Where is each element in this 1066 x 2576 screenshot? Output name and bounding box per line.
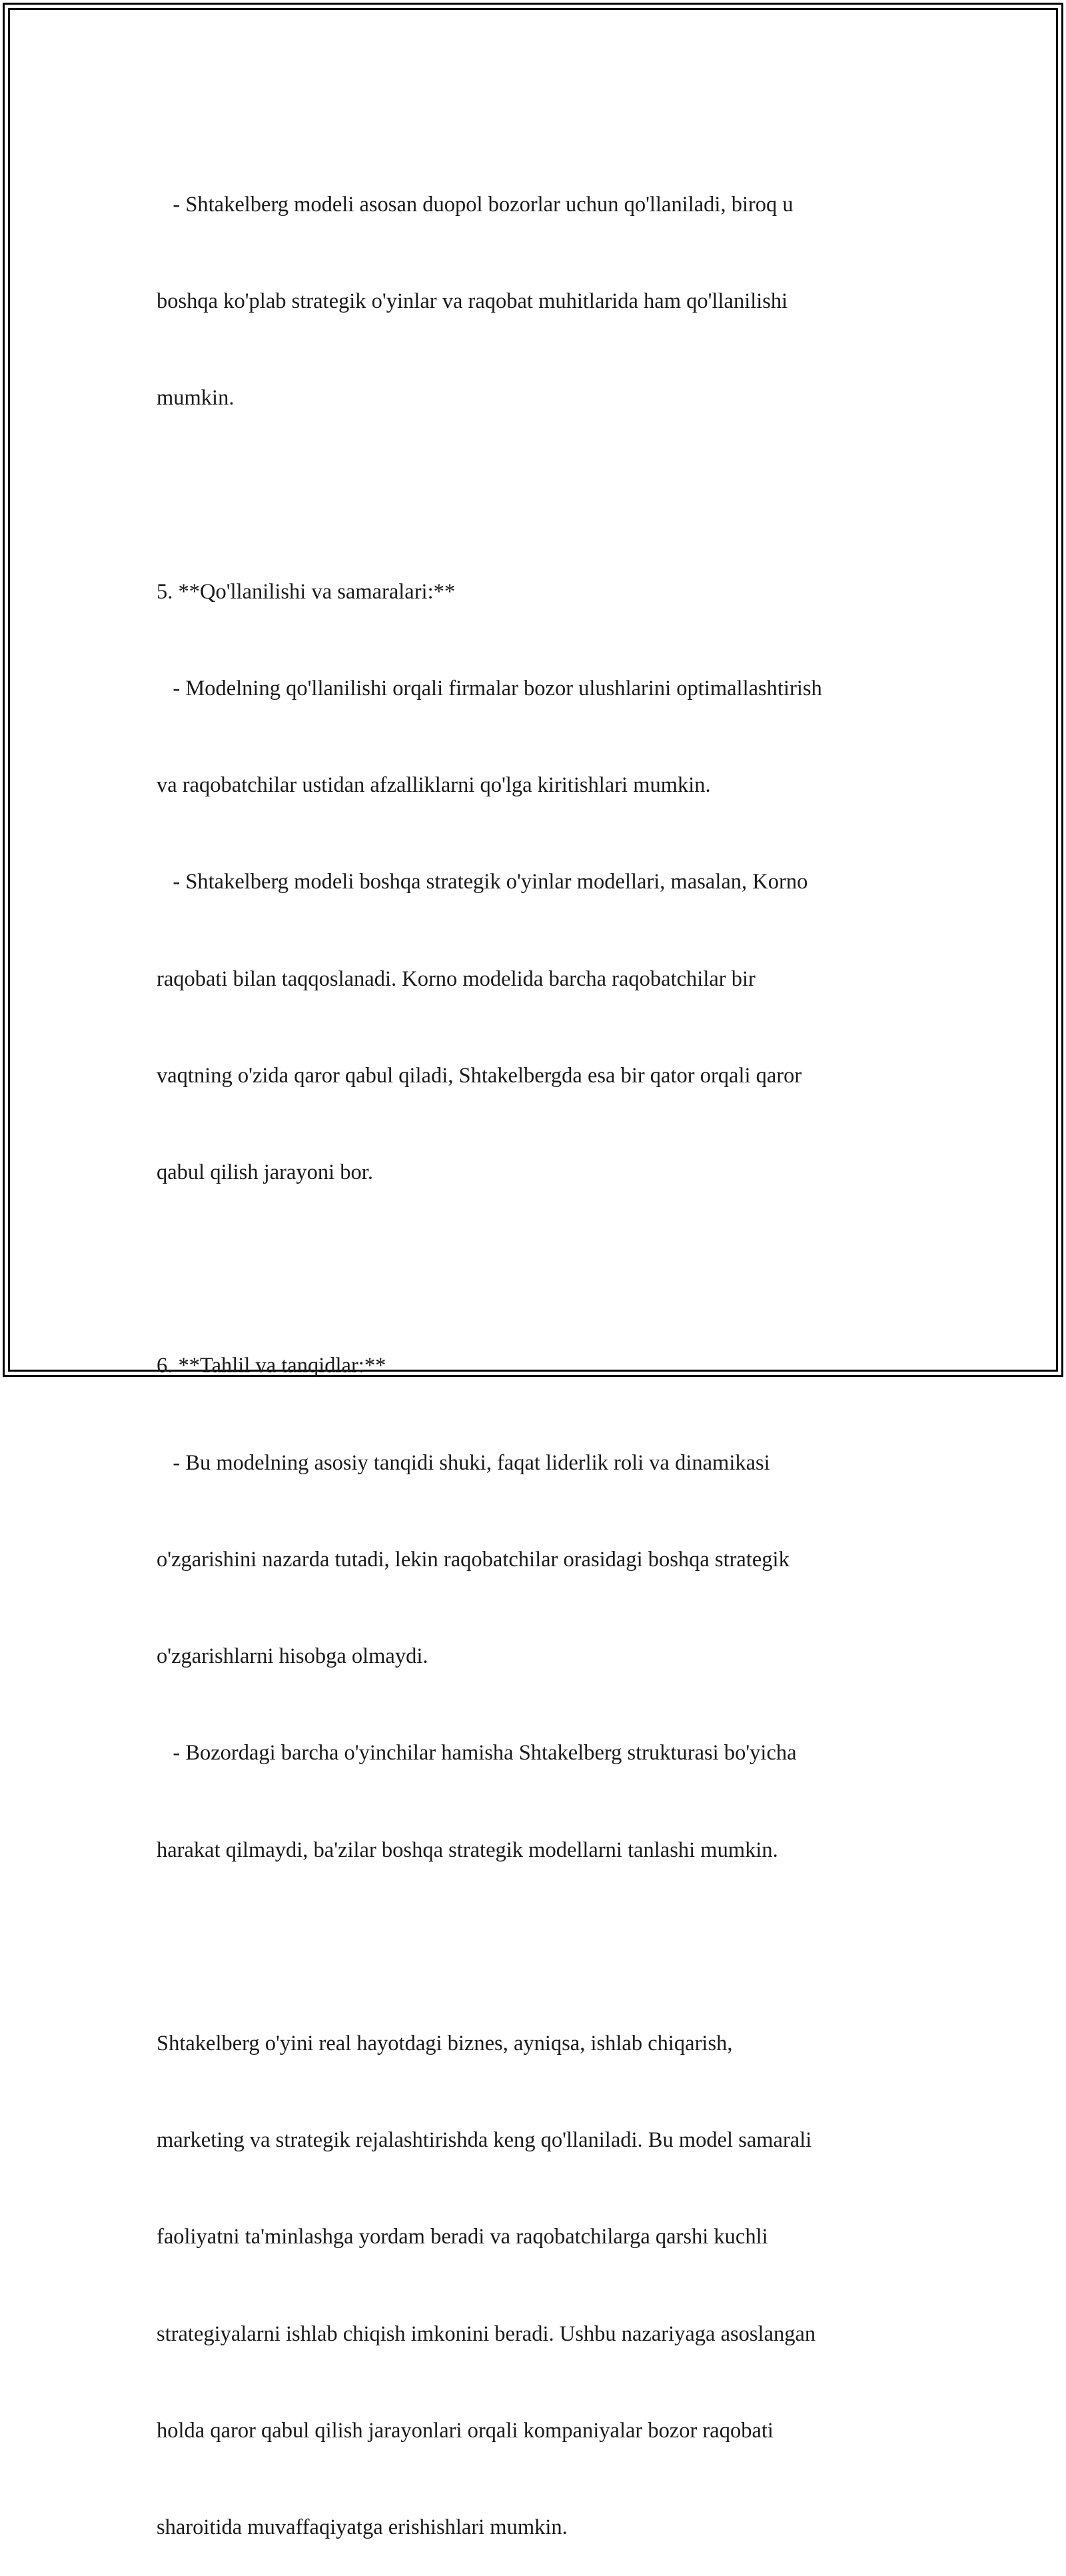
conclusion-line: strategiyalarni ishlab chiqish imkonini beradi. Ushbu nazariyaga asoslangan xyxy=(157,2321,816,2346)
conclusion-line: Shtakelberg o'yini real hayotdagi biznes, ayniqsa, ishlab chiqarish, xyxy=(157,2031,733,2055)
text-line: harakat qilmaydi, ba'zilar boshqa strategik modellarni tanlashi mumkin. xyxy=(157,1838,778,1862)
conclusion-line: holda qaror qabul qilish jarayonlari orqali kompaniyalar bozor raqobati xyxy=(157,2418,774,2443)
conclusion-line: faoliyatni ta'minlashga yordam beradi va raqobatchilarga qarshi kuchli xyxy=(157,2225,768,2249)
document-body xyxy=(157,124,923,2576)
text-line: va raqobatchilar ustidan afzalliklarni qo'lga kiritishlari mumkin. xyxy=(157,773,711,798)
conclusion-line: sharoitida muvaffaqiyatga erishishlari mumkin. xyxy=(157,2515,568,2540)
conclusion-line: marketing va strategik rejalashtirishda keng qo'llaniladi. Bu model samarali xyxy=(157,2128,812,2153)
text-line: mumkin. xyxy=(157,386,235,411)
text-line: - Bu modelning asosiy tanqidi shuki, faqat liderlik roli va dinamikasi xyxy=(157,1450,770,1475)
text-line: o'zgarishini nazarda tutadi, lekin raqobatchilar orasidagi boshqa strategik xyxy=(157,1547,790,1572)
text-line: vaqtning o'zida qaror qabul qiladi, Shtakelbergda esa bir qator orqali qaror xyxy=(157,1063,802,1088)
section-heading-5: 5. **Qo'llanilishi va samaralari:** xyxy=(157,579,456,604)
text-line: - Modelning qo'llanilishi orqali firmalar bozor ulushlarini optimallashtirish xyxy=(157,676,822,700)
text-line: - Shtakelberg modeli boshqa strategik o'yinlar modellari, masalan, Korno xyxy=(157,870,808,894)
text-line: - Bozordagi barcha o'yinchilar hamisha Shtakelberg strukturasi bo'yicha xyxy=(157,1741,797,1766)
section-heading-6: 6. **Tahlil va tanqidlar:** xyxy=(157,1354,386,1378)
text-line: o'zgarishlarni hisobga olmaydi. xyxy=(157,1644,428,1669)
text-line: boshqa ko'plab strategik o'yinlar va raqobat muhitlarida ham qo'llanilishi xyxy=(157,289,788,314)
blank-line xyxy=(157,479,923,511)
text-line: - Shtakelberg modeli asosan duopol bozorlar uchun qo'llaniladi, biroq u xyxy=(157,192,794,217)
text-line: raqobati bilan taqqoslanadi. Korno modelida barcha raqobatchilar bir xyxy=(157,966,756,991)
text-line: qabul qilish jarayoni bor. xyxy=(157,1160,373,1184)
blank-line xyxy=(157,1931,923,1963)
blank-line xyxy=(157,1253,923,1285)
